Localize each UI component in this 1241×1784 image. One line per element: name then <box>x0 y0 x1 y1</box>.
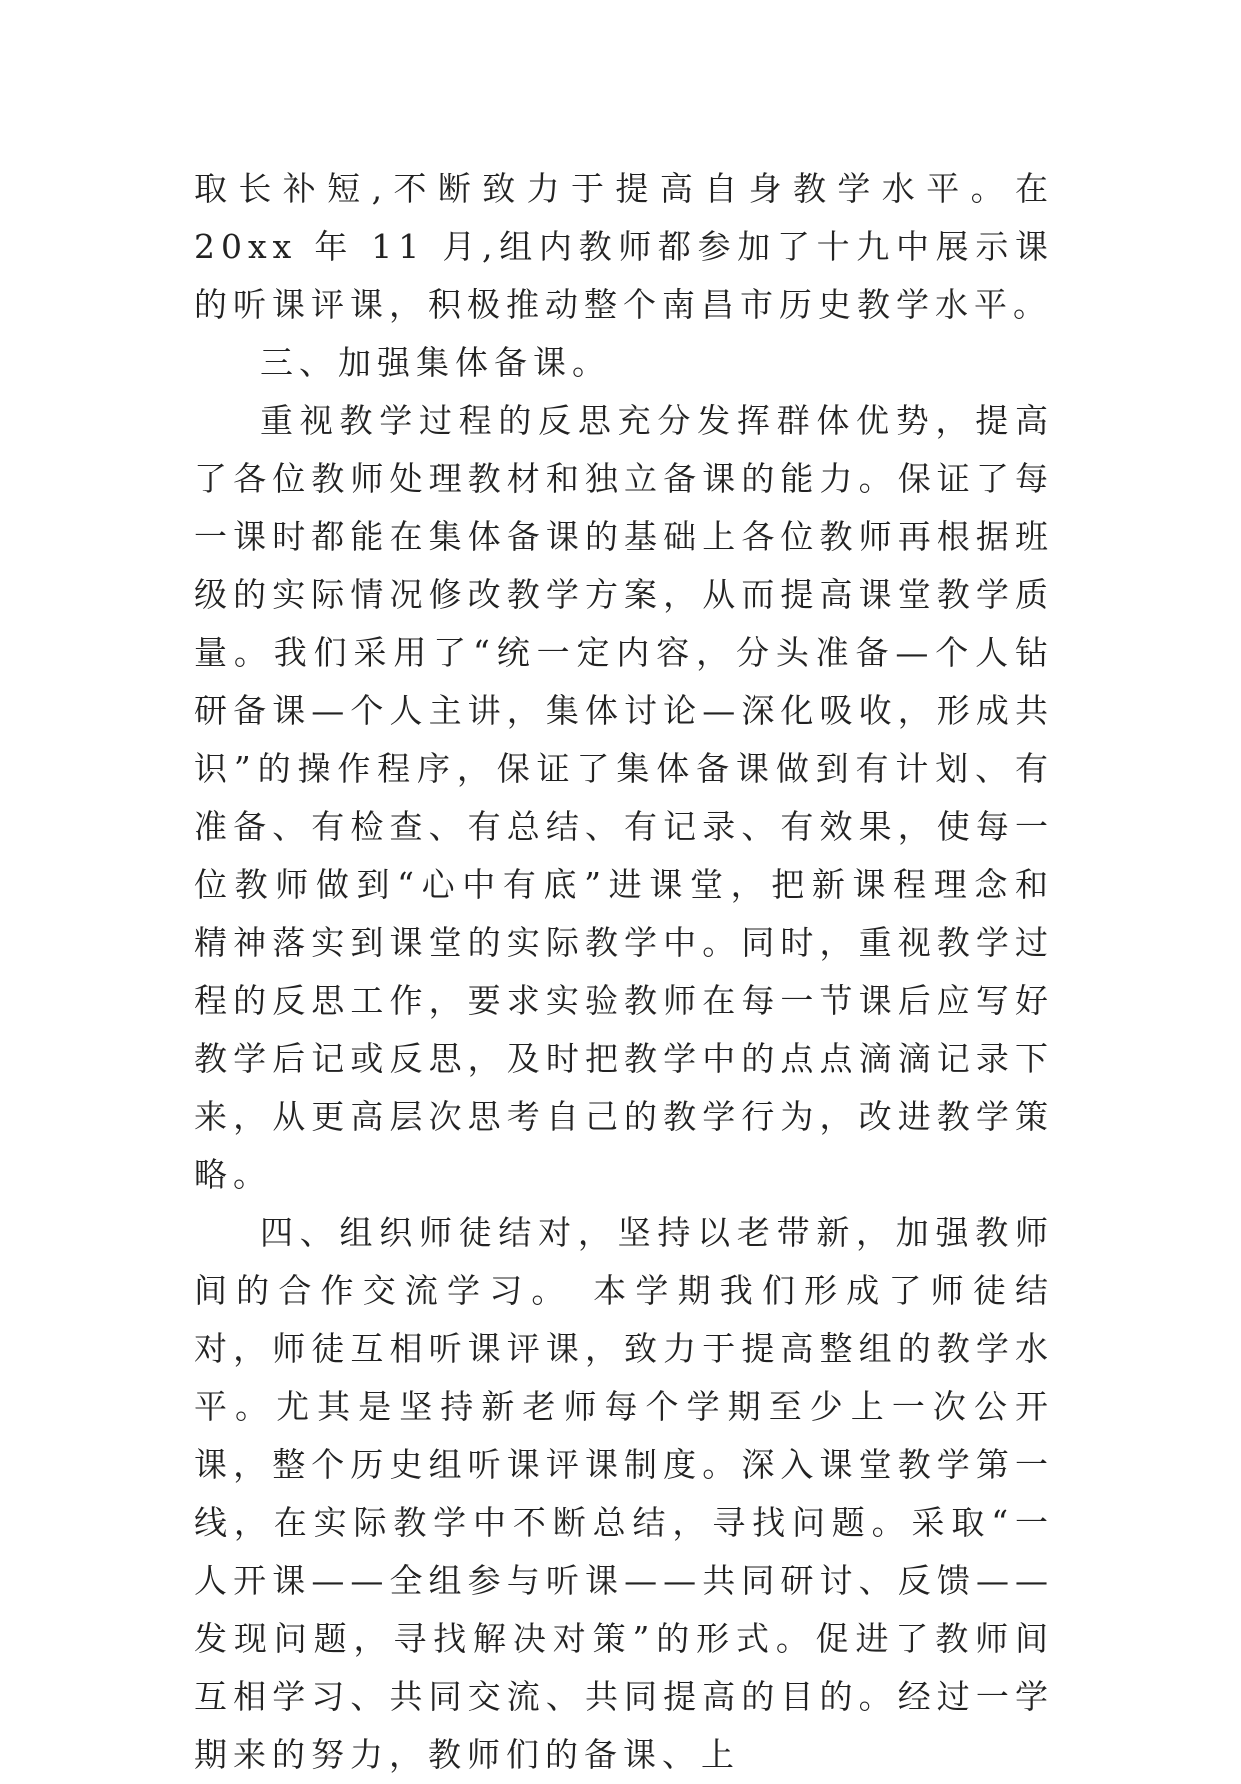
paragraph-mentorship: 四、组织师徒结对，坚持以老带新，加强教师间的合作交流学习。 本学期我们形成了师徒结对，师徒互相听课评课，致力于提高整组的教学水平。尤其是坚持新老师每个学期至少上一次公开课，整个历史组听课评课制度。深入课堂教学第一线，在实际教学中不断总结，寻找问题。采取“一人开课——全组参与听课——共同研讨、反馈——发现问题，寻找解决对策”的形式。促进了教师间互相学习、共同交流、共同提高的目的。经过一学期来的努力，教师们的备课、上 <box>194 1213 1054 1774</box>
paragraph-continuation: 取长补短,不断致力于提高自身教学水平。在 20xx 年 11 月,组内教师都参加了十九中展示课的听课评课，积极推动整个南昌市历史教学水平。 <box>194 169 1054 324</box>
document-body <box>194 160 1054 1784</box>
paragraph-collective-preparation: 重视教学过程的反思充分发挥群体优势，提高了各位教师处理教材和独立备课的能力。保证了每一课时都能在集体备课的基础上各位教师再根据班级的实际情况修改教学方案，从而提高课堂教学质量。我们采用了“统一定内容，分头准备—个人钻研备课—个人主讲，集体讨论—深化吸收，形成共识”的操作程序，保证了集体备课做到有计划、有准备、有检查、有总结、有记录、有效果，使每一位教师做到“心中有底”进课堂，把新课程理念和精神落实到课堂的实际教学中。同时，重视教学过程的反思工作，要求实验教师在每一节课后应写好教学后记或反思，及时把教学中的点点滴滴记录下来，从更高层次思考自己的教学行为，改进教学策略。 <box>194 401 1054 1194</box>
section-heading-three: 三、加强集体备课。 <box>260 343 611 382</box>
